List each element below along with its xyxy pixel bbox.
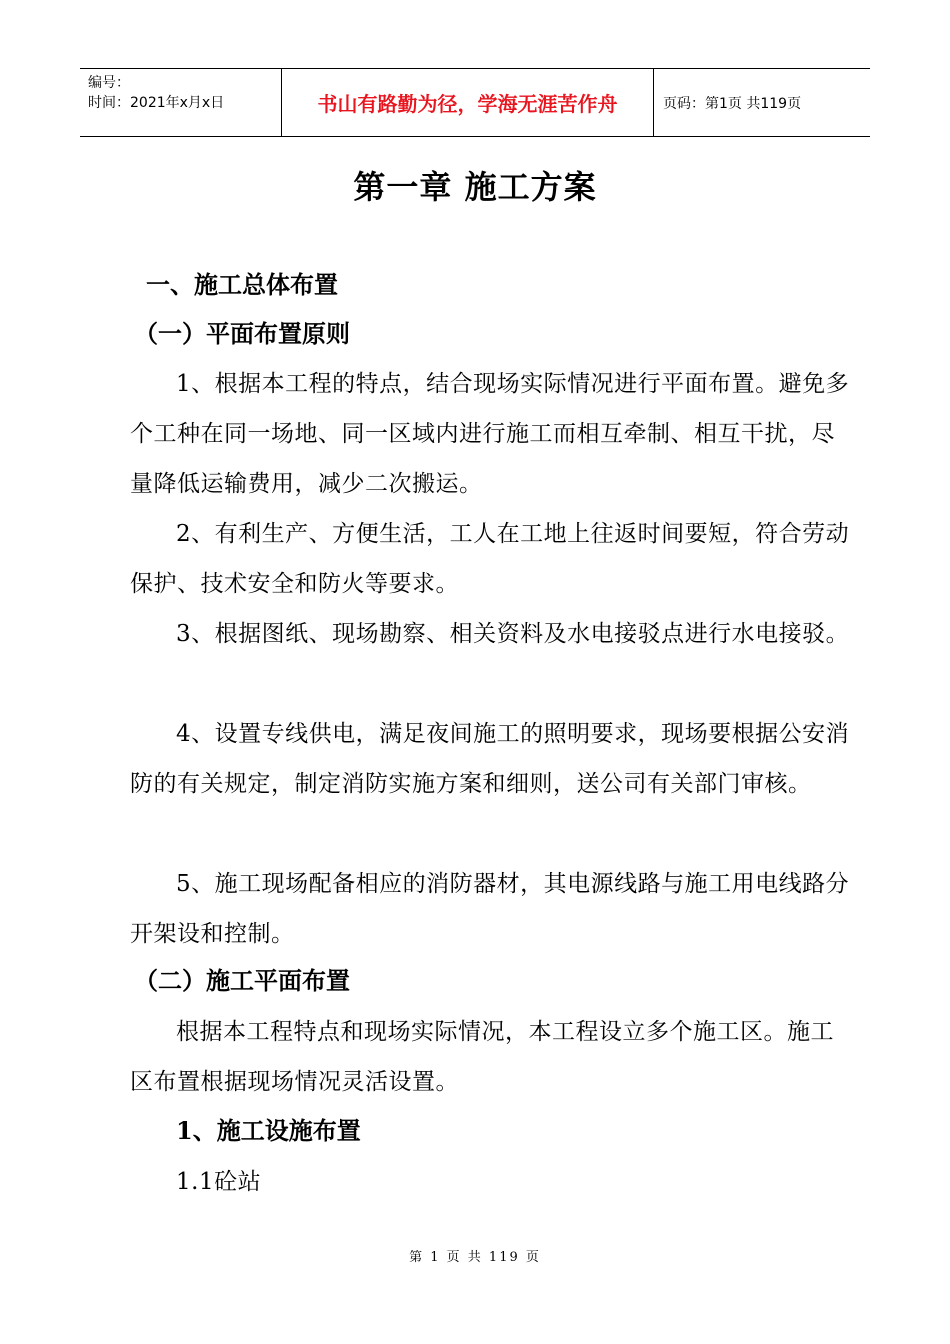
- chapter-title: 第一章 施工方案: [353, 168, 597, 206]
- paragraph-3: 3、根据图纸、现场勘察、相关资料及水电接驳点进行水电接驳。: [176, 621, 850, 647]
- item-heading: 1、施工设施布置: [176, 1116, 361, 1145]
- item-subheading: 1.1砼站: [176, 1169, 262, 1195]
- number-label: 编号：: [88, 75, 130, 91]
- header-meta-cell: [80, 69, 282, 136]
- header-table: [80, 68, 870, 137]
- paragraph-5: 5、施工现场配备相应的消防器材，其电源线路与施工用电线路分开架设和控制。: [130, 871, 850, 947]
- date-label: 时间：2021年x月x日: [88, 95, 225, 111]
- paragraph-2: 2、有利生产、方便生活，工人在工地上往返时间要短，符合劳动保护、技术安全和防火等要求。: [130, 521, 850, 597]
- paragraph-1: 1、根据本工程的特点，结合现场实际情况进行平面布置。避免多个工种在同一场地、同一区域内进行施工而相互牵制、相互干扰，尽量降低运输费用，减少二次搬运。: [130, 371, 850, 497]
- subsection-heading: （一）平面布置原则: [134, 319, 350, 348]
- subsection-heading-2: （二）施工平面布置: [134, 966, 350, 995]
- paragraph-4: 4、设置专线供电，满足夜间施工的照明要求，现场要根据公安消防的有关规定，制定消防实施方案和细则，送公司有关部门审核。: [130, 721, 850, 797]
- page-footer: 第 1 页 共 119 页: [409, 1250, 541, 1265]
- paragraph-6: 根据本工程特点和现场实际情况，本工程设立多个施工区。施工区布置根据现场情况灵活设置。: [130, 1019, 834, 1095]
- header-page-info: 页码：第1页 共119页: [663, 95, 802, 112]
- header-slogan: 书山有路勤为径，学海无涯苦作舟: [282, 69, 654, 136]
- section-heading: 一、施工总体布置: [146, 270, 338, 299]
